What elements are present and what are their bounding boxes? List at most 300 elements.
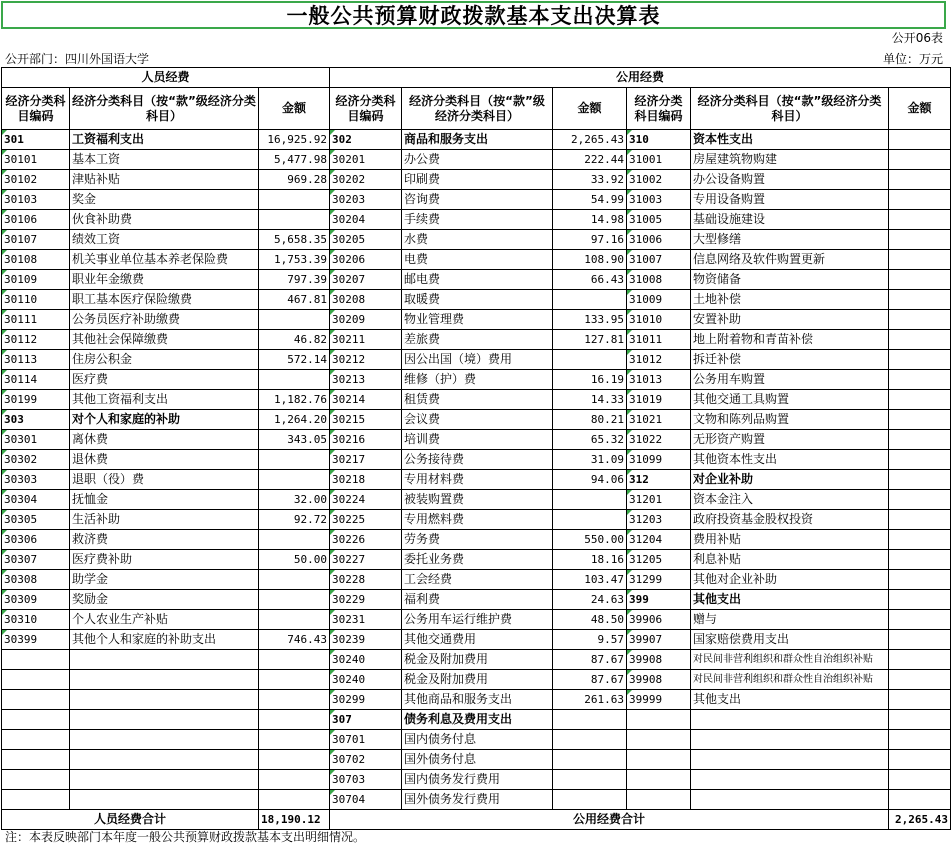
cell-code[interactable]: 30106 — [2, 210, 70, 230]
cell-name[interactable]: 维修（护）费 — [402, 370, 553, 390]
cell-amount[interactable]: 50.00 — [259, 550, 330, 570]
cell-code[interactable]: 30113 — [2, 350, 70, 370]
cell-amount[interactable] — [889, 250, 951, 270]
cell-code[interactable]: 30211 — [330, 330, 402, 350]
cell-name[interactable]: 国内债务付息 — [402, 730, 553, 750]
cell-name[interactable]: 津贴补贴 — [70, 170, 259, 190]
cell-amount[interactable]: 1,753.39 — [259, 250, 330, 270]
cell-code[interactable]: 31009 — [627, 290, 691, 310]
cell-name[interactable]: 信息网络及软件购置更新 — [691, 250, 889, 270]
cell-code[interactable]: 31003 — [627, 190, 691, 210]
cell-name[interactable]: 租赁费 — [402, 390, 553, 410]
cell-name[interactable]: 基本工资 — [70, 150, 259, 170]
cell-amount[interactable] — [259, 790, 330, 810]
cell-name[interactable]: 咨询费 — [402, 190, 553, 210]
cell-name[interactable]: 奖金 — [70, 190, 259, 210]
public-total-label[interactable]: 公用经费合计 — [330, 810, 889, 830]
cell-code[interactable]: 30112 — [2, 330, 70, 350]
col-code-header[interactable]: 经济分类科目编码 — [330, 88, 402, 130]
cell-name[interactable]: 税金及附加费用 — [402, 650, 553, 670]
cell-name[interactable]: 生活补助 — [70, 510, 259, 530]
cell-amount[interactable] — [889, 710, 951, 730]
cell-name[interactable]: 公务接待费 — [402, 450, 553, 470]
cell-amount[interactable]: 969.28 — [259, 170, 330, 190]
cell-code[interactable]: 30399 — [2, 630, 70, 650]
cell-code[interactable] — [2, 790, 70, 810]
col-amount-header[interactable]: 金额 — [553, 88, 627, 130]
cell-amount[interactable] — [889, 730, 951, 750]
cell-amount[interactable] — [889, 370, 951, 390]
cell-amount[interactable] — [889, 210, 951, 230]
cell-amount[interactable]: 18.16 — [553, 550, 627, 570]
cell-amount[interactable]: 87.67 — [553, 670, 627, 690]
cell-amount[interactable] — [553, 770, 627, 790]
cell-code[interactable]: 30204 — [330, 210, 402, 230]
cell-code[interactable]: 30202 — [330, 170, 402, 190]
cell-amount[interactable] — [889, 150, 951, 170]
cell-code[interactable] — [2, 670, 70, 690]
col-code-header[interactable]: 经济分类科目编码 — [2, 88, 70, 130]
cell-name[interactable]: 基础设施建设 — [691, 210, 889, 230]
cell-name[interactable]: 福利费 — [402, 590, 553, 610]
cell-code[interactable]: 30225 — [330, 510, 402, 530]
cell-amount[interactable]: 127.81 — [553, 330, 627, 350]
cell-name[interactable] — [70, 670, 259, 690]
cell-name[interactable] — [70, 650, 259, 670]
cell-code[interactable]: 30205 — [330, 230, 402, 250]
cell-name[interactable]: 个人农业生产补贴 — [70, 610, 259, 630]
cell-amount[interactable]: 2,265.43 — [553, 130, 627, 150]
cell-code[interactable] — [627, 790, 691, 810]
cell-amount[interactable]: 80.21 — [553, 410, 627, 430]
cell-name[interactable]: 拆迁补偿 — [691, 350, 889, 370]
cell-name[interactable]: 伙食补助费 — [70, 210, 259, 230]
cell-amount[interactable] — [259, 610, 330, 630]
cell-name[interactable]: 对企业补助 — [691, 470, 889, 490]
cell-amount[interactable]: 9.57 — [553, 630, 627, 650]
cell-name[interactable]: 职业年金缴费 — [70, 270, 259, 290]
cell-amount[interactable]: 97.16 — [553, 230, 627, 250]
cell-code[interactable]: 30224 — [330, 490, 402, 510]
cell-code[interactable]: 30208 — [330, 290, 402, 310]
cell-name[interactable]: 对民间非营利组织和群众性自治组织补贴 — [691, 670, 889, 690]
cell-code[interactable]: 30203 — [330, 190, 402, 210]
cell-name[interactable]: 劳务费 — [402, 530, 553, 550]
cell-code[interactable]: 30207 — [330, 270, 402, 290]
cell-code[interactable]: 31019 — [627, 390, 691, 410]
cell-name[interactable]: 对民间非营利组织和群众性自治组织补贴 — [691, 650, 889, 670]
cell-amount[interactable] — [553, 790, 627, 810]
cell-name[interactable]: 被装购置费 — [402, 490, 553, 510]
cell-amount[interactable]: 572.14 — [259, 350, 330, 370]
cell-name[interactable]: 水费 — [402, 230, 553, 250]
cell-amount[interactable]: 92.72 — [259, 510, 330, 530]
cell-code[interactable]: 39907 — [627, 630, 691, 650]
cell-amount[interactable] — [259, 770, 330, 790]
cell-amount[interactable]: 797.39 — [259, 270, 330, 290]
cell-amount[interactable] — [889, 310, 951, 330]
cell-code[interactable]: 30703 — [330, 770, 402, 790]
cell-name[interactable]: 奖励金 — [70, 590, 259, 610]
cell-code[interactable]: 30240 — [330, 670, 402, 690]
cell-code[interactable]: 30306 — [2, 530, 70, 550]
section-personnel[interactable]: 人员经费 — [2, 68, 330, 88]
cell-amount[interactable]: 133.95 — [553, 310, 627, 330]
cell-code[interactable]: 30213 — [330, 370, 402, 390]
cell-code[interactable]: 30201 — [330, 150, 402, 170]
cell-code[interactable]: 39908 — [627, 670, 691, 690]
cell-name[interactable]: 债务利息及费用支出 — [402, 710, 553, 730]
cell-name[interactable]: 大型修缮 — [691, 230, 889, 250]
cell-name[interactable]: 物业管理费 — [402, 310, 553, 330]
cell-code[interactable]: 310 — [627, 130, 691, 150]
cell-code[interactable]: 31007 — [627, 250, 691, 270]
cell-code[interactable]: 30108 — [2, 250, 70, 270]
cell-amount[interactable]: 33.92 — [553, 170, 627, 190]
cell-code[interactable]: 31203 — [627, 510, 691, 530]
cell-amount[interactable] — [259, 470, 330, 490]
cell-amount[interactable] — [259, 190, 330, 210]
cell-amount[interactable]: 31.09 — [553, 450, 627, 470]
cell-code[interactable]: 30214 — [330, 390, 402, 410]
cell-amount[interactable] — [889, 590, 951, 610]
cell-amount[interactable] — [553, 710, 627, 730]
cell-name[interactable]: 办公设备购置 — [691, 170, 889, 190]
cell-name[interactable] — [70, 710, 259, 730]
cell-code[interactable]: 30299 — [330, 690, 402, 710]
cell-amount[interactable] — [889, 750, 951, 770]
cell-amount[interactable] — [553, 510, 627, 530]
cell-name[interactable] — [691, 790, 889, 810]
cell-amount[interactable]: 467.81 — [259, 290, 330, 310]
cell-amount[interactable] — [259, 530, 330, 550]
cell-name[interactable]: 其他资本性支出 — [691, 450, 889, 470]
cell-name[interactable]: 房屋建筑物购建 — [691, 150, 889, 170]
cell-amount[interactable] — [889, 550, 951, 570]
cell-amount[interactable]: 65.32 — [553, 430, 627, 450]
cell-amount[interactable]: 103.47 — [553, 570, 627, 590]
cell-name[interactable]: 其他商品和服务支出 — [402, 690, 553, 710]
cell-name[interactable] — [70, 730, 259, 750]
cell-name[interactable]: 其他对企业补助 — [691, 570, 889, 590]
cell-name[interactable]: 其他支出 — [691, 590, 889, 610]
cell-amount[interactable]: 746.43 — [259, 630, 330, 650]
cell-amount[interactable] — [259, 690, 330, 710]
cell-code[interactable]: 30102 — [2, 170, 70, 190]
cell-name[interactable]: 印刷费 — [402, 170, 553, 190]
cell-name[interactable]: 文物和陈列品购置 — [691, 410, 889, 430]
cell-amount[interactable]: 550.00 — [553, 530, 627, 550]
cell-name[interactable]: 医疗费补助 — [70, 550, 259, 570]
cell-name[interactable] — [70, 690, 259, 710]
public-total-value[interactable]: 2,265.43 — [889, 810, 951, 830]
cell-name[interactable] — [691, 770, 889, 790]
cell-code[interactable] — [2, 650, 70, 670]
cell-code[interactable] — [627, 730, 691, 750]
cell-name[interactable]: 差旅费 — [402, 330, 553, 350]
cell-name[interactable]: 退休费 — [70, 450, 259, 470]
cell-name[interactable]: 电费 — [402, 250, 553, 270]
cell-code[interactable]: 30209 — [330, 310, 402, 330]
cell-code[interactable]: 30304 — [2, 490, 70, 510]
cell-amount[interactable] — [889, 130, 951, 150]
cell-name[interactable]: 安置补助 — [691, 310, 889, 330]
cell-name[interactable]: 专用设备购置 — [691, 190, 889, 210]
cell-name[interactable]: 专用材料费 — [402, 470, 553, 490]
cell-amount[interactable] — [259, 650, 330, 670]
cell-amount[interactable] — [259, 670, 330, 690]
cell-name[interactable]: 资本金注入 — [691, 490, 889, 510]
cell-code[interactable] — [2, 750, 70, 770]
cell-code[interactable]: 31012 — [627, 350, 691, 370]
cell-code[interactable]: 30109 — [2, 270, 70, 290]
cell-code[interactable] — [2, 690, 70, 710]
cell-name[interactable]: 工资福利支出 — [70, 130, 259, 150]
cell-code[interactable]: 31010 — [627, 310, 691, 330]
cell-name[interactable]: 助学金 — [70, 570, 259, 590]
cell-name[interactable]: 赠与 — [691, 610, 889, 630]
cell-code[interactable]: 31008 — [627, 270, 691, 290]
col-name-header[interactable]: 经济分类科目（按“款”级经济分类科目） — [70, 88, 259, 130]
cell-code[interactable]: 303 — [2, 410, 70, 430]
cell-name[interactable]: 资本性支出 — [691, 130, 889, 150]
cell-code[interactable]: 30301 — [2, 430, 70, 450]
cell-code[interactable]: 30228 — [330, 570, 402, 590]
cell-name[interactable]: 工会经费 — [402, 570, 553, 590]
cell-name[interactable]: 无形资产购置 — [691, 430, 889, 450]
personnel-total-label[interactable]: 人员经费合计 — [2, 810, 259, 830]
cell-code[interactable]: 399 — [627, 590, 691, 610]
cell-code[interactable]: 30107 — [2, 230, 70, 250]
cell-amount[interactable] — [889, 570, 951, 590]
cell-amount[interactable] — [889, 690, 951, 710]
cell-name[interactable]: 培训费 — [402, 430, 553, 450]
cell-name[interactable]: 住房公积金 — [70, 350, 259, 370]
cell-amount[interactable] — [889, 490, 951, 510]
cell-amount[interactable]: 16.19 — [553, 370, 627, 390]
cell-code[interactable]: 30307 — [2, 550, 70, 570]
cell-name[interactable]: 费用补贴 — [691, 530, 889, 550]
cell-code[interactable]: 31021 — [627, 410, 691, 430]
cell-amount[interactable]: 5,477.98 — [259, 150, 330, 170]
cell-amount[interactable]: 48.50 — [553, 610, 627, 630]
cell-code[interactable]: 30111 — [2, 310, 70, 330]
col-name-header[interactable]: 经济分类科目（按“款”级经济分类科目） — [402, 88, 553, 130]
cell-code[interactable]: 30702 — [330, 750, 402, 770]
cell-code[interactable]: 31013 — [627, 370, 691, 390]
cell-amount[interactable]: 222.44 — [553, 150, 627, 170]
cell-amount[interactable] — [889, 430, 951, 450]
cell-code[interactable]: 31205 — [627, 550, 691, 570]
cell-code[interactable]: 30110 — [2, 290, 70, 310]
personnel-total-value[interactable]: 18,190.12 — [259, 810, 330, 830]
cell-code[interactable]: 30308 — [2, 570, 70, 590]
cell-name[interactable]: 政府投资基金股权投资 — [691, 510, 889, 530]
cell-name[interactable]: 其他支出 — [691, 690, 889, 710]
cell-name[interactable]: 手续费 — [402, 210, 553, 230]
cell-amount[interactable] — [889, 670, 951, 690]
cell-name[interactable] — [691, 730, 889, 750]
cell-name[interactable]: 国家赔偿费用支出 — [691, 630, 889, 650]
cell-amount[interactable]: 1,182.76 — [259, 390, 330, 410]
cell-name[interactable]: 委托业务费 — [402, 550, 553, 570]
cell-code[interactable]: 39906 — [627, 610, 691, 630]
cell-name[interactable]: 医疗费 — [70, 370, 259, 390]
col-code-header[interactable]: 经济分类科目编码 — [627, 88, 691, 130]
cell-code[interactable]: 31006 — [627, 230, 691, 250]
cell-code[interactable]: 39908 — [627, 650, 691, 670]
cell-code[interactable]: 30206 — [330, 250, 402, 270]
cell-name[interactable]: 税金及附加费用 — [402, 670, 553, 690]
col-amount-header[interactable]: 金额 — [889, 88, 951, 130]
cell-amount[interactable]: 46.82 — [259, 330, 330, 350]
cell-code[interactable] — [627, 750, 691, 770]
cell-code[interactable]: 31005 — [627, 210, 691, 230]
cell-code[interactable]: 30216 — [330, 430, 402, 450]
cell-name[interactable] — [691, 750, 889, 770]
cell-name[interactable]: 会议费 — [402, 410, 553, 430]
cell-code[interactable]: 302 — [330, 130, 402, 150]
cell-code[interactable]: 30226 — [330, 530, 402, 550]
cell-name[interactable]: 国外债务付息 — [402, 750, 553, 770]
cell-name[interactable] — [70, 770, 259, 790]
cell-amount[interactable] — [889, 530, 951, 550]
cell-code[interactable]: 30114 — [2, 370, 70, 390]
cell-code[interactable]: 307 — [330, 710, 402, 730]
cell-amount[interactable] — [259, 710, 330, 730]
cell-code[interactable]: 31002 — [627, 170, 691, 190]
cell-name[interactable]: 地上附着物和青苗补偿 — [691, 330, 889, 350]
cell-code[interactable]: 31099 — [627, 450, 691, 470]
cell-code[interactable]: 30701 — [330, 730, 402, 750]
cell-name[interactable]: 因公出国（境）费用 — [402, 350, 553, 370]
cell-code[interactable]: 30240 — [330, 650, 402, 670]
cell-code[interactable]: 30305 — [2, 510, 70, 530]
cell-name[interactable]: 商品和服务支出 — [402, 130, 553, 150]
cell-name[interactable]: 绩效工资 — [70, 230, 259, 250]
cell-amount[interactable] — [259, 730, 330, 750]
cell-amount[interactable] — [889, 230, 951, 250]
cell-amount[interactable] — [889, 610, 951, 630]
cell-name[interactable]: 对个人和家庭的补助 — [70, 410, 259, 430]
cell-name[interactable]: 利息补贴 — [691, 550, 889, 570]
cell-code[interactable] — [627, 770, 691, 790]
col-name-header[interactable]: 经济分类科目（按“款”级经济分类科目） — [691, 88, 889, 130]
cell-name[interactable]: 专用燃料费 — [402, 510, 553, 530]
cell-name[interactable] — [691, 710, 889, 730]
cell-code[interactable]: 31201 — [627, 490, 691, 510]
cell-code[interactable]: 31011 — [627, 330, 691, 350]
cell-amount[interactable] — [889, 470, 951, 490]
cell-amount[interactable]: 14.33 — [553, 390, 627, 410]
cell-amount[interactable]: 94.06 — [553, 470, 627, 490]
cell-code[interactable]: 30212 — [330, 350, 402, 370]
cell-code[interactable]: 31204 — [627, 530, 691, 550]
cell-amount[interactable]: 24.63 — [553, 590, 627, 610]
cell-name[interactable]: 公务用车运行维护费 — [402, 610, 553, 630]
cell-amount[interactable] — [889, 790, 951, 810]
cell-amount[interactable] — [889, 190, 951, 210]
cell-amount[interactable] — [889, 450, 951, 470]
cell-name[interactable]: 其他工资福利支出 — [70, 390, 259, 410]
cell-amount[interactable] — [889, 630, 951, 650]
cell-name[interactable] — [70, 750, 259, 770]
cell-name[interactable]: 国外债务发行费用 — [402, 790, 553, 810]
cell-code[interactable]: 30239 — [330, 630, 402, 650]
cell-name[interactable]: 办公费 — [402, 150, 553, 170]
cell-name[interactable] — [70, 790, 259, 810]
cell-amount[interactable] — [553, 750, 627, 770]
cell-amount[interactable]: 16,925.92 — [259, 130, 330, 150]
cell-code[interactable]: 30103 — [2, 190, 70, 210]
cell-name[interactable]: 公务用车购置 — [691, 370, 889, 390]
cell-amount[interactable] — [889, 410, 951, 430]
cell-code[interactable]: 30231 — [330, 610, 402, 630]
col-amount-header[interactable]: 金额 — [259, 88, 330, 130]
cell-amount[interactable] — [259, 310, 330, 330]
cell-amount[interactable] — [553, 350, 627, 370]
cell-amount[interactable]: 66.43 — [553, 270, 627, 290]
cell-amount[interactable] — [889, 350, 951, 370]
cell-code[interactable]: 30704 — [330, 790, 402, 810]
cell-amount[interactable] — [889, 290, 951, 310]
cell-amount[interactable] — [259, 570, 330, 590]
cell-name[interactable]: 邮电费 — [402, 270, 553, 290]
cell-name[interactable]: 其他交通费用 — [402, 630, 553, 650]
cell-amount[interactable]: 87.67 — [553, 650, 627, 670]
cell-name[interactable]: 离休费 — [70, 430, 259, 450]
cell-amount[interactable] — [889, 510, 951, 530]
cell-amount[interactable] — [889, 330, 951, 350]
cell-amount[interactable] — [553, 490, 627, 510]
cell-name[interactable]: 退职（役）费 — [70, 470, 259, 490]
cell-code[interactable]: 30218 — [330, 470, 402, 490]
cell-code[interactable]: 31001 — [627, 150, 691, 170]
cell-name[interactable]: 抚恤金 — [70, 490, 259, 510]
cell-amount[interactable]: 343.05 — [259, 430, 330, 450]
cell-code[interactable] — [2, 770, 70, 790]
cell-code[interactable]: 39999 — [627, 690, 691, 710]
cell-name[interactable]: 其他社会保障缴费 — [70, 330, 259, 350]
cell-amount[interactable] — [259, 370, 330, 390]
cell-name[interactable]: 其他个人和家庭的补助支出 — [70, 630, 259, 650]
cell-name[interactable]: 机关事业单位基本养老保险费 — [70, 250, 259, 270]
cell-name[interactable]: 国内债务发行费用 — [402, 770, 553, 790]
section-public[interactable]: 公用经费 — [330, 68, 951, 88]
cell-amount[interactable]: 54.99 — [553, 190, 627, 210]
cell-code[interactable]: 30303 — [2, 470, 70, 490]
cell-name[interactable]: 其他交通工具购置 — [691, 390, 889, 410]
cell-code[interactable] — [627, 710, 691, 730]
cell-code[interactable]: 30309 — [2, 590, 70, 610]
cell-amount[interactable] — [553, 730, 627, 750]
cell-code[interactable]: 30101 — [2, 150, 70, 170]
cell-code[interactable]: 301 — [2, 130, 70, 150]
cell-code[interactable]: 30217 — [330, 450, 402, 470]
cell-code[interactable]: 30199 — [2, 390, 70, 410]
cell-amount[interactable] — [889, 770, 951, 790]
cell-name[interactable]: 职工基本医疗保险缴费 — [70, 290, 259, 310]
cell-amount[interactable] — [889, 390, 951, 410]
cell-amount[interactable] — [553, 290, 627, 310]
cell-code[interactable] — [2, 710, 70, 730]
cell-code[interactable]: 31299 — [627, 570, 691, 590]
cell-code[interactable]: 30227 — [330, 550, 402, 570]
cell-code[interactable]: 30229 — [330, 590, 402, 610]
cell-amount[interactable] — [259, 590, 330, 610]
cell-amount[interactable] — [889, 270, 951, 290]
cell-name[interactable]: 救济费 — [70, 530, 259, 550]
